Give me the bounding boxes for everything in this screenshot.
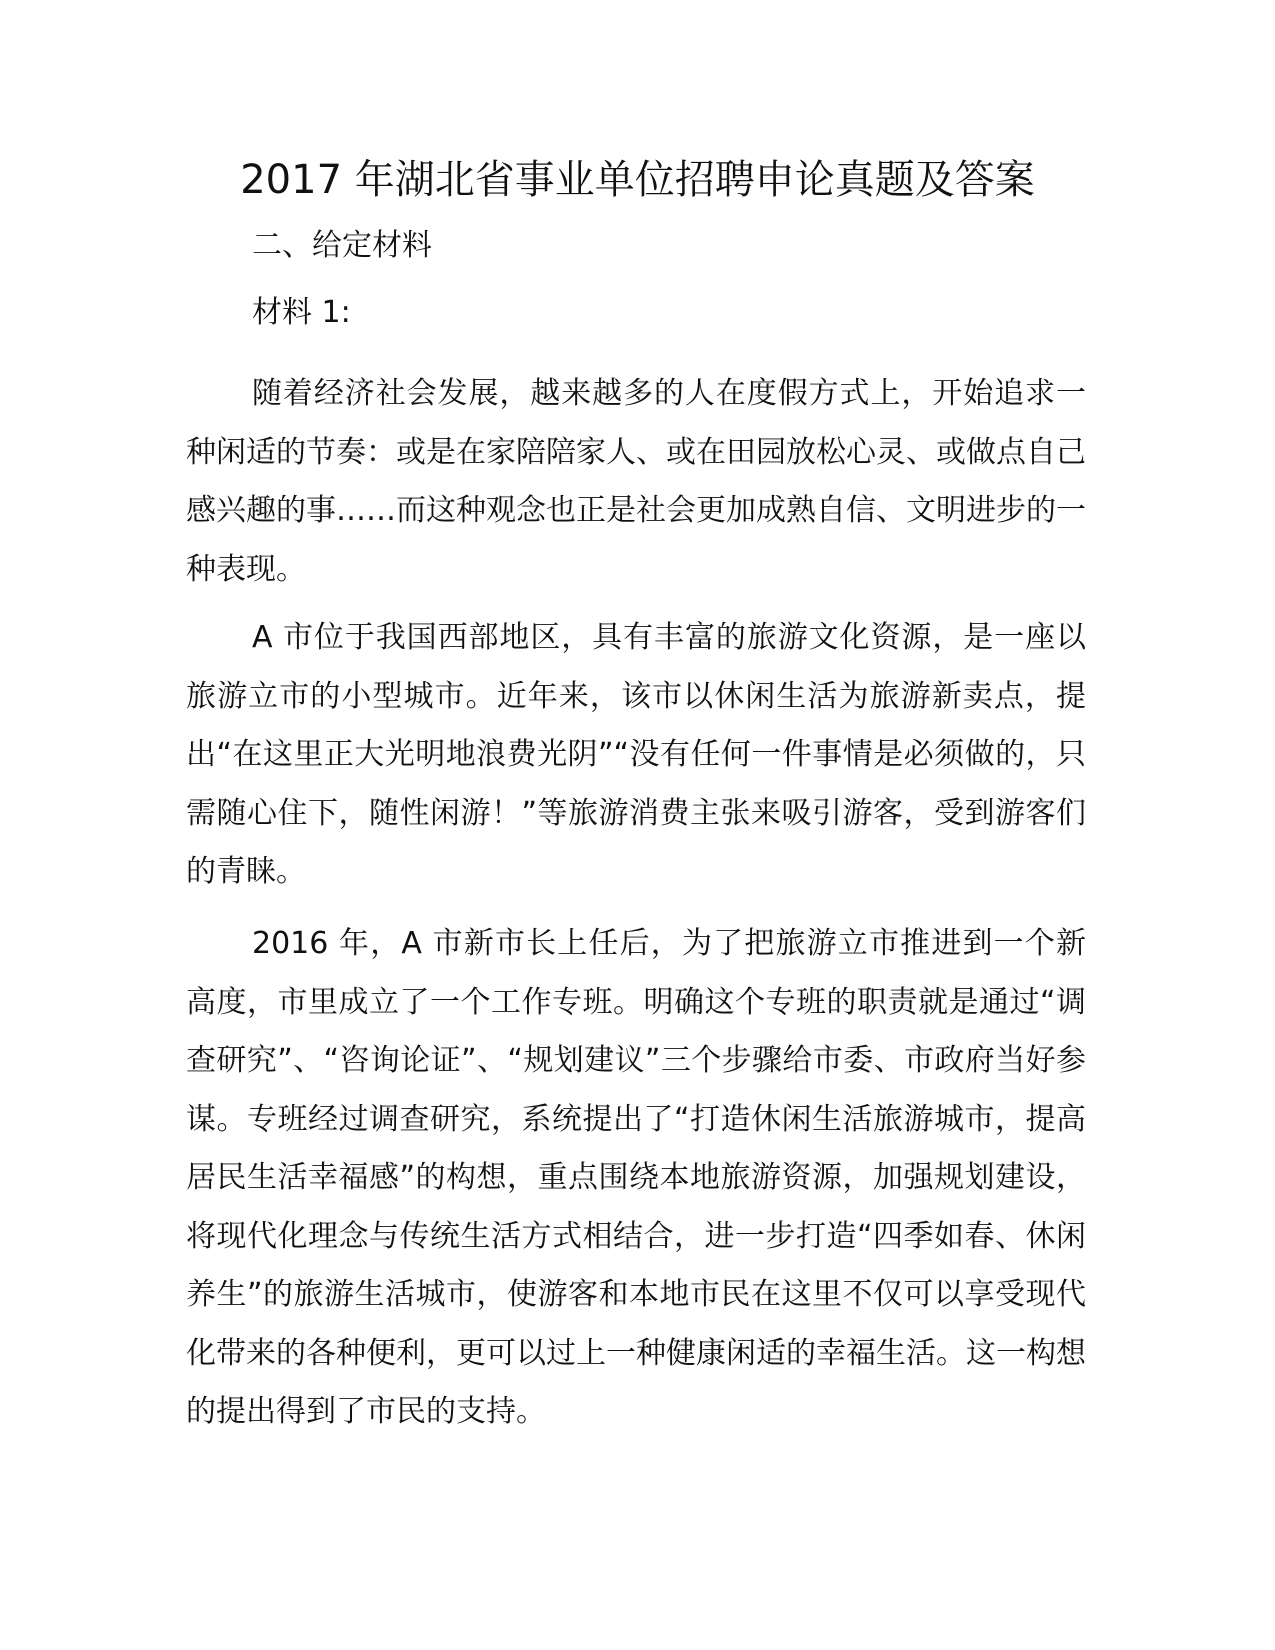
section-heading: 二、给定材料 <box>252 228 432 263</box>
paragraph-1: 随着经济社会发展，越来越多的人在度假方式上，开始追求一种闲适的节奏：或是在家陪陪家人、或在田园放松心灵、或做点自己感兴趣的事……而这种观念也正是社会更加成熟自信、文明进步的一种表现。 <box>186 376 1086 587</box>
paragraph-3: 2016 年，A 市新市长上任后，为了把旅游立市推进到一个新高度，市里成立了一个工作专班。明确这个专班的职责就是通过“调查研究”、“咨询论证”、“规划建议”三个步骤给市委、市政府当好参谋。专班经过调查研究，系统提出了“打造休闲生活旅游城市，提高居民生活幸福感”的构想，重点围绕本地旅游资源，加强规划建设，将现代化理念与传统生活方式相结合，进一步打造“四季如春、休闲养生”的旅游生活城市，使游客和本地市民在这里不仅可以享受现代化带来的各种便利，更可以过上一种健康闲适的幸福生活。这一构想的提出得到了市民的支持。 <box>186 926 1086 1429</box>
material-label: 材料 1: <box>252 295 351 330</box>
paragraph-2: A 市位于我国西部地区，具有丰富的旅游文化资源，是一座以旅游立市的小型城市。近年来，该市以休闲生活为旅游新卖点，提出“在这里正大光明地浪费光阴”“没有任何一件事情是必须做的，只需随心住下，随性闲游！”等旅游消费主张来吸引游客，受到游客们的青睐。 <box>186 620 1086 889</box>
document-title: 2017 年湖北省事业单位招聘申论真题及答案 <box>240 157 1035 203</box>
